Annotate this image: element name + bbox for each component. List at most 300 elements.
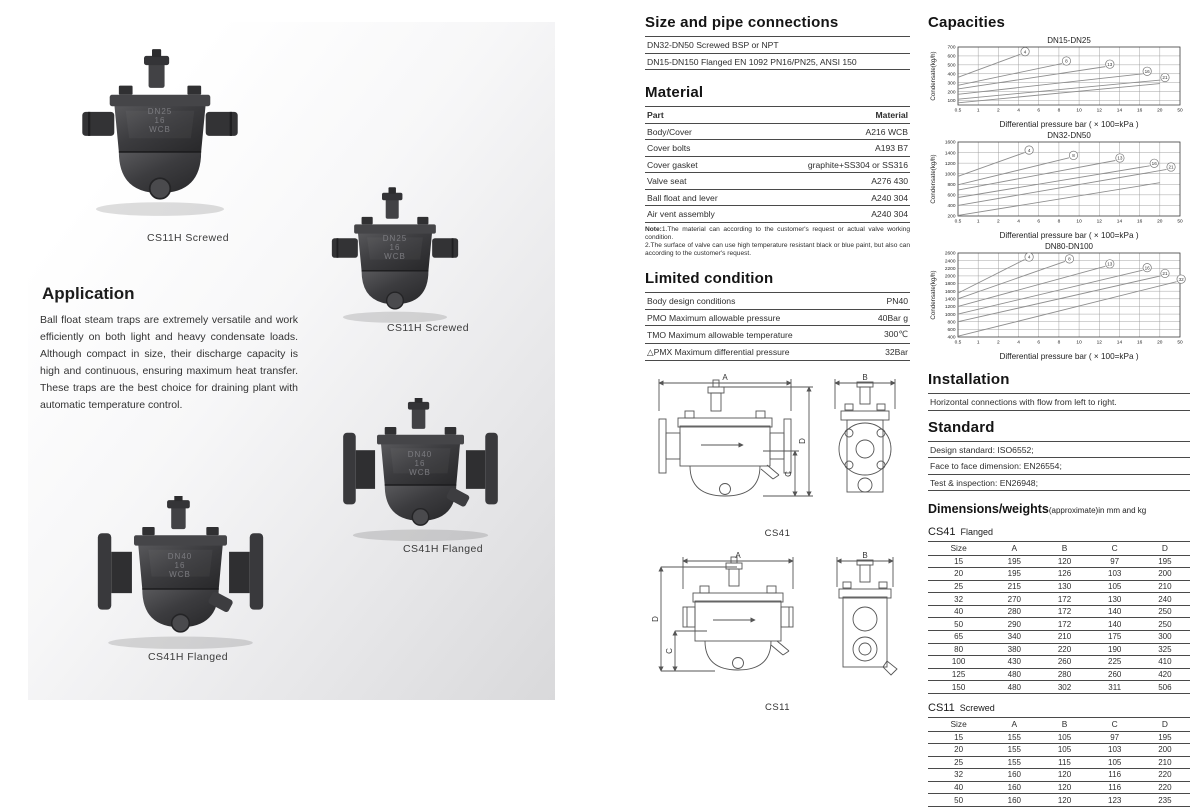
table-cell: Cover gasket (645, 156, 756, 173)
svg-text:2400: 2400 (944, 259, 956, 265)
svg-text:8: 8 (1072, 153, 1075, 159)
table-row (645, 343, 910, 361)
table-cell: 195 (989, 555, 1039, 568)
svg-text:800: 800 (947, 182, 956, 188)
table-cell: 150 (928, 681, 989, 694)
table-cell: 20 (928, 568, 989, 581)
table-cell: 311 (1090, 681, 1140, 694)
cast-mark: 16 (154, 116, 166, 125)
svg-text:4: 4 (1017, 340, 1020, 346)
table-row (645, 123, 910, 140)
svg-text:6: 6 (1037, 108, 1041, 114)
cs11-screwed-subheading (928, 698, 1190, 716)
table-cell: 103 (1090, 568, 1140, 581)
svg-text:1200: 1200 (944, 305, 956, 311)
table-cell: 120 (1039, 769, 1089, 782)
dim-label-d: D (651, 616, 660, 623)
table-cell: A240 304 (756, 206, 910, 223)
table-cell: 32 (928, 769, 989, 782)
table-cell: 200 (1140, 744, 1190, 757)
table-cell: 300 (1140, 631, 1190, 644)
dim-label-b: B (862, 551, 868, 561)
table-cell: 15 (928, 555, 989, 568)
svg-text:32: 32 (1178, 276, 1184, 282)
cast-mark: WCB (384, 252, 406, 261)
product-photo-cs11h-2 (330, 180, 460, 330)
capacity-chart-dn32-dn50 (928, 140, 1188, 226)
table-cell: DN32-DN50 Screwed BSP or NPT (645, 37, 910, 54)
table-cell: Air vent assembly (645, 206, 756, 223)
svg-text:50: 50 (1177, 108, 1183, 114)
standard-title: Standard (928, 418, 995, 436)
table-cell: 190 (1090, 643, 1140, 656)
table-cell: 105 (1090, 580, 1140, 593)
table-cell: 160 (989, 769, 1039, 782)
table-cell: 480 (989, 681, 1039, 694)
table-cell: 130 (1090, 593, 1140, 606)
svg-text:1800: 1800 (944, 282, 956, 288)
table-cell: 195 (1140, 555, 1190, 568)
cs11-dimensions-table (928, 717, 1190, 807)
column-header: Size (928, 542, 989, 556)
application-title: Application (42, 284, 135, 303)
table-cell: Ball float and lever (645, 189, 756, 206)
table-cell: 430 (989, 656, 1039, 669)
table-cell: 155 (989, 756, 1039, 769)
table-cell: 100 (928, 656, 989, 669)
svg-text:Condensate(kg/h): Condensate(kg/h) (930, 51, 937, 101)
table-cell: 50 (928, 794, 989, 807)
table-cell: 126 (1039, 568, 1089, 581)
svg-text:4: 4 (1027, 147, 1031, 153)
table-cell: Design standard: ISO6552; (928, 441, 1190, 458)
svg-text:1200: 1200 (944, 161, 956, 167)
table-cell: 175 (1090, 631, 1140, 644)
table-cell: 120 (1039, 781, 1089, 794)
drawing-caption-cs41: CS41 (764, 528, 791, 540)
svg-text:14: 14 (1116, 219, 1123, 225)
table-cell: 103 (1090, 744, 1140, 757)
table-cell: 15 (928, 731, 989, 744)
svg-text:8: 8 (1057, 219, 1061, 225)
svg-text:1400: 1400 (944, 151, 956, 157)
svg-text:400: 400 (947, 335, 956, 341)
technical-drawing-cs41 (645, 371, 910, 523)
table-cell: Test & inspection: EN26948; (928, 474, 1190, 491)
table-cell: 325 (1140, 643, 1190, 656)
table-cell: 420 (1140, 668, 1190, 681)
svg-text:200: 200 (947, 90, 956, 96)
table-cell: 140 (1090, 618, 1140, 631)
note-line-2: 2.The surface of valve can use high temperature resistant black or blue paint, but also can according to the customer's request. (645, 241, 910, 258)
table-cell: 155 (989, 731, 1039, 744)
svg-text:200: 200 (947, 214, 956, 220)
table-cell: 25 (928, 756, 989, 769)
table-row (928, 794, 1190, 807)
table-cell: 235 (1140, 794, 1190, 807)
table-cell: graphite+SS304 or SS316 (756, 156, 910, 173)
svg-text:700: 700 (947, 45, 956, 51)
svg-text:2: 2 (997, 108, 1000, 114)
column-header: Size (928, 717, 989, 731)
svg-text:16: 16 (1136, 108, 1143, 114)
svg-text:Condensate(kg/h): Condensate(kg/h) (930, 270, 937, 320)
table-cell: PMO Maximum allowable pressure (645, 309, 861, 326)
table-cell: △PMX Maximum differential pressure (645, 343, 861, 361)
table-cell: A216 WCB (756, 123, 910, 140)
column-header: D (1140, 717, 1190, 731)
photo-caption-cs11h-2: CS11H Screwed (386, 322, 470, 334)
chart-title: DN80-DN100 (1044, 242, 1094, 251)
table-cell: 300℃ (861, 326, 910, 344)
table-cell: 210 (1140, 580, 1190, 593)
table-cell: 160 (989, 781, 1039, 794)
standard-table (928, 441, 1190, 492)
table-cell: 480 (989, 668, 1039, 681)
dim-label-b: B (862, 373, 868, 383)
svg-text:2: 2 (997, 219, 1000, 225)
svg-text:1600: 1600 (944, 140, 956, 146)
table-cell: 280 (989, 605, 1039, 618)
table-cell: 225 (1090, 656, 1140, 669)
table-cell: 220 (1140, 781, 1190, 794)
product-photo-cs41h-1 (338, 398, 503, 543)
table-row (928, 769, 1190, 782)
table-cell: 410 (1140, 656, 1190, 669)
table-cell: 215 (989, 580, 1039, 593)
svg-text:1: 1 (976, 108, 980, 114)
table-cell: 250 (1140, 605, 1190, 618)
svg-text:13: 13 (1107, 61, 1113, 67)
cs41-flanged-subheading (928, 522, 1190, 540)
svg-text:10: 10 (1076, 219, 1082, 225)
svg-text:800: 800 (947, 320, 956, 326)
installation-table (928, 393, 1190, 411)
table-row (645, 140, 910, 157)
column-header: B (1039, 542, 1089, 556)
note-line-1: 1.The material can according to the customer's request or actual valve working condition. (645, 225, 910, 241)
chart-xlabel: Differential pressure bar ( × 100=kPa ) (999, 120, 1139, 129)
svg-text:20: 20 (1157, 108, 1163, 114)
cast-mark: 16 (389, 243, 401, 252)
table-cell: 250 (1140, 618, 1190, 631)
svg-text:1000: 1000 (944, 172, 956, 178)
table-cell: A193 B7 (756, 140, 910, 157)
drawing-caption-cs11: CS11 (764, 702, 791, 714)
capacities-title: Capacities (928, 14, 1006, 31)
table-cell: Face to face dimension: EN26554; (928, 458, 1190, 475)
table-cell: 172 (1039, 605, 1089, 618)
cast-mark: WCB (169, 570, 191, 579)
svg-text:600: 600 (947, 54, 956, 60)
svg-text:300: 300 (947, 81, 956, 87)
limited-condition-table (645, 292, 910, 361)
svg-text:1600: 1600 (944, 289, 956, 295)
dimensions-suffix: (approximate)in mm and kg (1048, 506, 1147, 515)
dim-label-c: C (784, 471, 793, 478)
chart-title: DN32-DN50 (1047, 131, 1091, 140)
table-cell: 280 (1039, 668, 1089, 681)
table-cell: 116 (1090, 781, 1140, 794)
svg-text:16: 16 (1136, 219, 1143, 225)
svg-text:6: 6 (1037, 219, 1041, 225)
table-cell: 380 (989, 643, 1039, 656)
table-cell: 130 (1039, 580, 1089, 593)
technical-drawing-cs11 (645, 549, 910, 697)
svg-text:2600: 2600 (944, 251, 956, 257)
right-column (928, 14, 1190, 807)
table-row (928, 643, 1190, 656)
chart-xlabel: Differential pressure bar ( × 100=kPa ) (999, 231, 1139, 240)
cast-mark: DN40 (167, 552, 193, 561)
table-cell: Valve seat (645, 173, 756, 190)
svg-text:20: 20 (1157, 219, 1163, 225)
table-cell: Cover bolts (645, 140, 756, 157)
table-cell: 210 (1140, 756, 1190, 769)
table-cell: 260 (1090, 668, 1140, 681)
svg-text:13: 13 (1117, 155, 1123, 161)
table-cell: 200 (1140, 568, 1190, 581)
table-cell: 506 (1140, 681, 1190, 694)
capacity-chart-dn80-dn100 (928, 251, 1188, 347)
table-cell: 32 (928, 593, 989, 606)
table-cell: 40 (928, 781, 989, 794)
table-row (928, 681, 1190, 694)
table-row (645, 173, 910, 190)
table-cell: 40 (928, 605, 989, 618)
table-row (928, 458, 1190, 475)
svg-text:0.5: 0.5 (954, 340, 962, 346)
svg-text:400: 400 (947, 72, 956, 78)
svg-text:1400: 1400 (944, 297, 956, 303)
svg-text:0.5: 0.5 (954, 219, 962, 225)
table-row (928, 568, 1190, 581)
svg-text:8: 8 (1057, 108, 1061, 114)
dim-label-d: D (798, 438, 807, 445)
table-row (928, 555, 1190, 568)
column-header: Material (756, 107, 910, 124)
middle-column (645, 14, 910, 713)
column-header: B (1039, 717, 1089, 731)
svg-text:16: 16 (1144, 265, 1150, 271)
table-cell: 220 (1039, 643, 1089, 656)
table-cell: 270 (989, 593, 1039, 606)
svg-text:8: 8 (1065, 58, 1068, 64)
table-cell: PN40 (861, 293, 910, 310)
model-name: CS41 (928, 526, 956, 538)
table-cell: 120 (1039, 555, 1089, 568)
table-cell: Horizontal connections with flow from left to right. (928, 394, 1190, 411)
table-cell: 32Bar (861, 343, 910, 361)
material-table (645, 106, 910, 223)
photo-caption-cs41h-1: CS41H Flanged (403, 543, 483, 555)
table-header-row (645, 107, 910, 124)
table-cell: 155 (989, 744, 1039, 757)
capacity-chart-block-dn15-dn25 (928, 36, 1190, 129)
size-connections-table (645, 36, 910, 70)
svg-text:21: 21 (1162, 271, 1168, 277)
table-row (928, 731, 1190, 744)
table-cell: 160 (989, 794, 1039, 807)
svg-text:14: 14 (1116, 340, 1123, 346)
table-cell: 120 (1039, 794, 1089, 807)
svg-text:50: 50 (1177, 219, 1183, 225)
table-row (928, 605, 1190, 618)
note-label: Note: (645, 225, 662, 233)
table-cell: 195 (989, 568, 1039, 581)
table-cell: 65 (928, 631, 989, 644)
table-cell: 97 (1090, 555, 1140, 568)
table-cell: 105 (1090, 756, 1140, 769)
svg-text:21: 21 (1168, 164, 1174, 170)
svg-text:16: 16 (1144, 68, 1150, 74)
table-cell: 290 (989, 618, 1039, 631)
table-cell: 220 (1140, 769, 1190, 782)
limited-condition-title: Limited condition (645, 270, 774, 288)
table-row (928, 744, 1190, 757)
table-cell: 195 (1140, 731, 1190, 744)
dimensions-heading (928, 500, 1190, 518)
table-row (928, 580, 1190, 593)
material-title: Material (645, 84, 704, 101)
table-cell: 105 (1039, 744, 1089, 757)
table-row (645, 189, 910, 206)
product-photo-cs41h-2 (83, 496, 278, 651)
svg-text:14: 14 (1116, 108, 1123, 114)
table-cell: 97 (1090, 731, 1140, 744)
table-cell: 116 (1090, 769, 1140, 782)
installation-title: Installation (928, 371, 1010, 388)
dim-label-c: C (665, 648, 674, 655)
svg-text:4: 4 (1023, 49, 1027, 55)
capacity-chart-block-dn32-dn50 (928, 131, 1190, 240)
drawing-block-cs41 (645, 371, 910, 539)
application-text: Ball float steam traps are extremely versatile and work efficiently on both light and heavy condensate loads. Although compact in size, their discharge capacity is high and continuous, ensuring maximum heat transfer. These traps are the best choice for draining plant with automatic temperature control. (40, 314, 298, 411)
table-cell: 20 (928, 744, 989, 757)
table-row (645, 53, 910, 70)
table-row (645, 309, 910, 326)
svg-text:600: 600 (947, 328, 956, 334)
table-cell: 25 (928, 580, 989, 593)
cast-mark: 16 (174, 561, 186, 570)
capacity-chart-dn15-dn25 (928, 45, 1188, 115)
svg-text:1: 1 (976, 340, 980, 346)
capacity-chart-block-dn80-dn100 (928, 242, 1190, 361)
table-cell: 140 (1090, 605, 1140, 618)
table-cell: 40Bar g (861, 309, 910, 326)
svg-text:100: 100 (947, 99, 956, 105)
svg-text:13: 13 (1107, 261, 1113, 267)
column-header: Part (645, 107, 756, 124)
cast-mark: DN25 (382, 234, 408, 243)
photo-caption-cs11h-1: CS11H Screwed (146, 232, 230, 244)
svg-text:Condensate(kg/h): Condensate(kg/h) (930, 154, 937, 204)
table-cell: 210 (1039, 631, 1089, 644)
column-header: A (989, 542, 1039, 556)
svg-text:10: 10 (1076, 340, 1082, 346)
svg-text:6: 6 (1037, 340, 1041, 346)
model-type: Flanged (960, 527, 994, 537)
material-note (645, 226, 910, 259)
svg-text:8: 8 (1068, 256, 1071, 262)
svg-text:50: 50 (1177, 340, 1183, 346)
table-row (928, 756, 1190, 769)
svg-text:4: 4 (1017, 219, 1020, 225)
svg-text:4: 4 (1027, 254, 1031, 260)
table-cell: DN15-DN150 Flanged EN 1092 PN16/PN25, ANSI 150 (645, 53, 910, 70)
table-row (928, 631, 1190, 644)
cast-mark: DN40 (407, 450, 433, 459)
cast-mark: DN25 (147, 107, 173, 116)
svg-text:10: 10 (1076, 108, 1082, 114)
table-cell: 172 (1039, 593, 1089, 606)
svg-text:2: 2 (997, 340, 1000, 346)
table-row (928, 668, 1190, 681)
drawing-block-cs11 (645, 549, 910, 713)
svg-text:12: 12 (1096, 108, 1102, 114)
svg-text:21: 21 (1162, 75, 1168, 81)
table-cell: 125 (928, 668, 989, 681)
chart-xlabel: Differential pressure bar ( × 100=kPa ) (999, 352, 1139, 361)
table-cell: 105 (1039, 731, 1089, 744)
svg-text:600: 600 (947, 193, 956, 199)
table-cell: A276 430 (756, 173, 910, 190)
table-header-row (928, 717, 1190, 731)
table-cell: 80 (928, 643, 989, 656)
cs41-dimensions-table (928, 541, 1190, 694)
table-cell: 240 (1140, 593, 1190, 606)
svg-text:500: 500 (947, 63, 956, 69)
product-photo-panel (28, 22, 555, 700)
chart-title: DN15-DN25 (1047, 36, 1091, 45)
model-type: Screwed (959, 702, 995, 713)
table-cell: Body/Cover (645, 123, 756, 140)
table-row (928, 474, 1190, 491)
table-cell: 50 (928, 618, 989, 631)
dimensions-title: Dimensions/weights (928, 502, 1049, 516)
svg-text:2200: 2200 (944, 266, 956, 272)
cast-mark: WCB (409, 468, 431, 477)
table-cell: Body design conditions (645, 293, 861, 310)
table-cell: A240 304 (756, 189, 910, 206)
cast-mark: 16 (414, 459, 426, 468)
svg-text:1: 1 (976, 219, 980, 225)
table-cell: 115 (1039, 756, 1089, 769)
svg-text:16: 16 (1151, 160, 1157, 166)
product-photo-cs11h-1 (80, 40, 240, 225)
column-header: C (1090, 717, 1140, 731)
table-row (645, 293, 910, 310)
svg-text:12: 12 (1096, 219, 1102, 225)
table-row (928, 781, 1190, 794)
table-row (645, 37, 910, 54)
svg-text:1000: 1000 (944, 312, 956, 318)
column-header: C (1090, 542, 1140, 556)
table-header-row (928, 542, 1190, 556)
table-cell: 172 (1039, 618, 1089, 631)
table-row (645, 156, 910, 173)
photo-caption-cs41h-2: CS41H Flanged (148, 651, 228, 663)
model-name: CS11 (928, 701, 955, 714)
dim-label-a: A (722, 373, 728, 383)
table-cell: 260 (1039, 656, 1089, 669)
table-row (928, 618, 1190, 631)
svg-text:16: 16 (1136, 340, 1143, 346)
table-cell: TMO Maximum allowable temperature (645, 326, 861, 344)
table-row (928, 656, 1190, 669)
svg-text:4: 4 (1017, 108, 1020, 114)
table-cell: 340 (989, 631, 1039, 644)
